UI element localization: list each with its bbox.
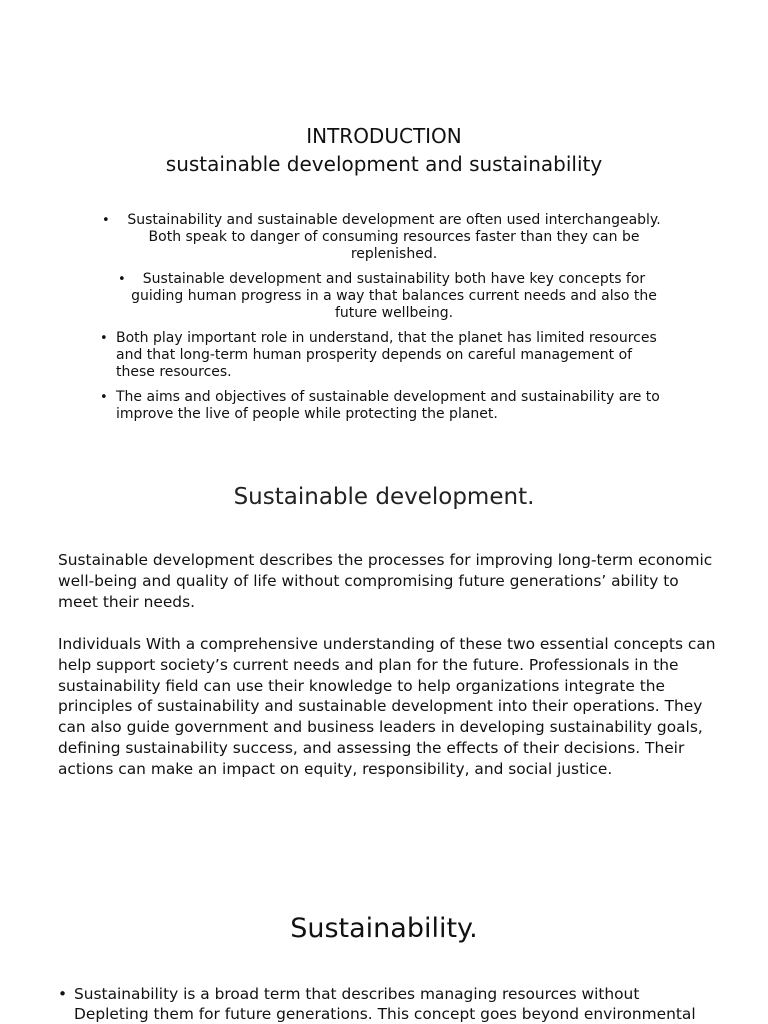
list-item [98, 330, 672, 381]
title-block [0, 122, 768, 178]
bullet-icon: • [58, 985, 68, 1003]
sustainability-bullet-list [58, 984, 718, 1024]
list-item-text: The aims and objectives of sustainable development and sustainability are to improve the live of people while protecting the planet. [116, 389, 660, 422]
list-item-text: Sustainability is a broad term that describes managing resources without Depleting them for future generations. This concept goes beyond environmental [74, 985, 696, 1023]
bullet-icon: • [102, 213, 110, 228]
intro-bullet-list [98, 212, 672, 431]
bullet-icon: • [100, 331, 108, 346]
list-item [98, 271, 672, 322]
list-item [58, 984, 718, 1024]
page-subtitle: sustainable development and sustainability [165, 152, 603, 176]
paragraph: Individuals With a comprehensive understanding of these two essential concepts can help support society’s current needs and plan for the future. Professionals in the sustainability field can use their knowledge to help organizations integrate the principles of sustainability and sustainable development into their operations. They can also guide government and business leaders in developing sustainability goals, defining sustainability success, and assessing the effects of their decisions. Their actions can make an impact on equity, responsibility, and social justice. [58, 635, 716, 778]
bullet-icon: • [100, 390, 108, 405]
list-item-text: Sustainability and sustainable development are often used interchangeably. Both speak to danger of consuming resources faster than they can be replenished. [127, 212, 661, 262]
list-item [98, 389, 672, 423]
list-item-text: Both play important role in understand, that the planet has limited resources and that long-term human prosperity depends on careful management of these resources. [116, 330, 657, 380]
section-heading-sustainability: Sustainability. [290, 913, 478, 944]
list-item-text: Sustainable development and sustainability both have key concepts for guiding human progress in a way that balances current needs and also the future wellbeing. [131, 271, 657, 321]
bullet-icon: • [118, 272, 126, 287]
paragraph: Sustainable development describes the processes for improving long-term economic well-being and quality of life without compromising future generations’ ability to meet their needs. [58, 551, 713, 611]
page-title: INTRODUCTION [306, 124, 462, 148]
section-heading-sustainable-development: Sustainable development. [233, 484, 535, 510]
list-item [98, 212, 672, 263]
